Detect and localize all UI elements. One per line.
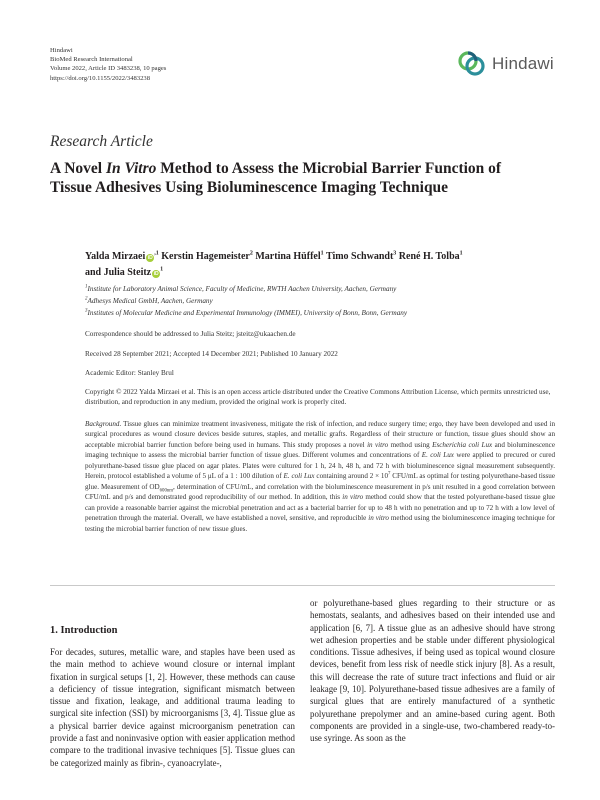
journal-name: BioMed Research International (50, 56, 133, 64)
title-italic: In Vitro (105, 160, 157, 177)
author-name[interactable]: Kerstin Hagemeister (161, 251, 250, 262)
abstract-text: , determination of CFU/mL, and correlation with the bioluminescence measurement in p/s unit resulted in a good correlation between CFU/mL and p/s and demonstrated good reproducibility of our method. In addition, this (85, 482, 555, 502)
hindawi-logo-icon (457, 49, 487, 79)
logo-wordmark: Hindawi (492, 54, 554, 73)
hindawi-logo[interactable] (457, 45, 561, 83)
correspondence: Correspondence should be addressed to Julia Steitz; jsteitz@ukaachen.de (85, 330, 296, 338)
author-affiliation-number: 2 (249, 250, 253, 257)
abstract-superscript: 7 (388, 471, 391, 477)
abstract-text: and bioluminescence imaging technique to assess the microbial barrier function of tissue glues. Different volumes and concentrations of (85, 440, 555, 460)
abstract (85, 419, 555, 534)
affiliation-item (85, 295, 555, 307)
abstract-subscript: 600nm (159, 488, 173, 494)
author-affiliation-number: 3 (393, 250, 397, 257)
article-title (50, 159, 530, 197)
abstract-text: containing around 2 × 10 (314, 472, 388, 481)
volume-info: Volume 2022, Article ID 3483238, 10 pages (50, 65, 167, 73)
abstract-text: method could show that the tested polyurethane-based tissue glue can provide a reasonable barrier against the microbial penetration and act as a bacterial barrier for up to 48 h with no penetration and up to 72 h with a low level of penetration through the material. Overall, we have established a novel, sensitive, and reproducible (85, 493, 555, 523)
article-type: Research Article (50, 133, 153, 150)
affiliation-number: 3 (85, 308, 88, 314)
abstract-italic: in vitro (367, 440, 389, 449)
body-column-right: or polyurethane-based glues regarding to their structure or as hemostats, sealants, and adhesives based on their intended use and application [6, 7]. A tissue glue as an adhesive should have strong wet adhesion properties and be stable under different physiological conditions. Tissue adhesives, if being used as topical wound closure devices, benefit from less risk of needle stick injury [8]. As a result, this will decrease the rate of suture tract infections and fluid or air leakage [9, 10]. Polyurethane-based tissue adhesives are a family of surgical glues that are entirely manufactured of a synthetic polyurethane prepolymer and an amine-based curing agent. Both components are provided in a single-use, two-chambered ready-to-use syringe. As soon as the (310, 598, 555, 744)
publication-dates: Received 28 September 2021; Accepted 14 December 2021; Published 10 January 2022 (85, 350, 338, 358)
author-name[interactable]: Martina Hüffel (255, 251, 321, 262)
abstract-text: method using the bioluminescence imaging technique for testing the microbial barrier function of new tissue glues. (85, 514, 555, 533)
affiliation-item (85, 307, 555, 319)
author-affiliation-number: ,1 (154, 250, 159, 257)
title-part3: Method to Assess the Microbial Barrier Function of Tissue Adhesives Using Bioluminescence Imaging Technique (50, 160, 502, 196)
section-divider (50, 585, 555, 586)
abstract-italic: Escherichia coli Lux (432, 440, 493, 449)
affiliation-text: Institutes of Molecular Medicine and Experimental Immunology (IMMEI), University of Bonn, Bonn, Germany (87, 309, 408, 317)
affiliation-item (85, 283, 555, 295)
abstract-text: were applied to precured or cured polyurethane-based tissue glue placed on agar plates. Plates were cultured for 1 h, 24 h, 48 h, and 72 h with bioluminescence signal measurement subsequently. Herein, protocol established a volume of 5 μL of a 1 : 100 dilution of (85, 451, 556, 481)
author-name[interactable]: Timo Schwandt (325, 251, 394, 262)
affiliation-text: Institute for Laboratory Animal Science, Faculty of Medicine, RWTH Aachen University, Aachen, Germany (87, 285, 397, 293)
title-part1: A Novel (50, 160, 106, 177)
author-name[interactable]: Julia Steitz (103, 267, 152, 278)
abstract-text: method using (388, 440, 433, 449)
abstract-italic: in vitro (368, 514, 389, 523)
copyright-notice: Copyright © 2022 Yalda Mirzaei et al. This is an open access article distributed under the Creative Commons Attribution License, which permits unrestricted use, distribution, and reproduction in any medium, provided the original work is properly cited. (85, 388, 551, 406)
author-name[interactable]: Yalda Mirzaei (85, 251, 146, 262)
abstract-italic: E. coli Lux (283, 472, 315, 481)
affiliation-number: 2 (85, 296, 88, 302)
publisher-name: Hindawi (50, 47, 73, 54)
author-name[interactable]: René H. Tolba (398, 251, 460, 262)
orcid-icon[interactable]: iD (147, 255, 153, 261)
author-affiliation-number: 1 (320, 250, 324, 257)
abstract-label: Background (85, 420, 120, 428)
affiliation-text: Adhesys Medical GmbH, Aachen, Germany (87, 297, 213, 305)
author-affiliation-number: 1 (160, 266, 164, 273)
affiliations (85, 283, 555, 319)
abstract-italic: in vitro (342, 493, 364, 502)
abstract-text: . Tissue glues can minimize treatment invasiveness, mitigate the risk of infection, and reduce surgery time; ergo, they have been developed and used in surgical procedures as wound closure devices beside sutures, staples, and metallic grafts. Regardless of their structure or function, tissue glues should show an acceptable microbial barrier function before being used in humans. This study proposes a novel (85, 420, 555, 449)
academic-editor: Academic Editor: Stanley Brul (85, 369, 174, 377)
affiliation-number: 1 (85, 284, 88, 290)
doi-link[interactable]: https://doi.org/10.1155/2022/3483238 (50, 74, 151, 82)
section-heading: 1. Introduction (50, 625, 118, 636)
author-conjunction: and (85, 267, 102, 278)
abstract-text: CFU/mL as optimal for testing polyurethane-based tissue glue. Measurement of OD (85, 472, 556, 491)
orcid-icon[interactable]: iD (153, 271, 159, 277)
running-header (50, 46, 166, 83)
abstract-italic: E. coli Lux (421, 451, 454, 460)
author-affiliation-number: 1 (459, 250, 463, 257)
author-list (85, 249, 565, 281)
body-column-left: For decades, sutures, metallic ware, and staples have been used as the main method to achieve wound closure or internal implant fixation in surgical setups [1, 2]. However, these methods can cause a deficiency of tissue integration, significant mismatch between tissue and fixation, leakage, and additional trauma leading to surgical site infection (SSI) by microorganisms [3, 4]. Tissue glue as a physical barrier device against microorganism penetration can provide a fast and noninvasive option with easier application method compare to the traditional invasive techniques [5]. Tissue glues can be categorized mainly as fibrin-, cyanoacrylate-, (50, 647, 295, 768)
